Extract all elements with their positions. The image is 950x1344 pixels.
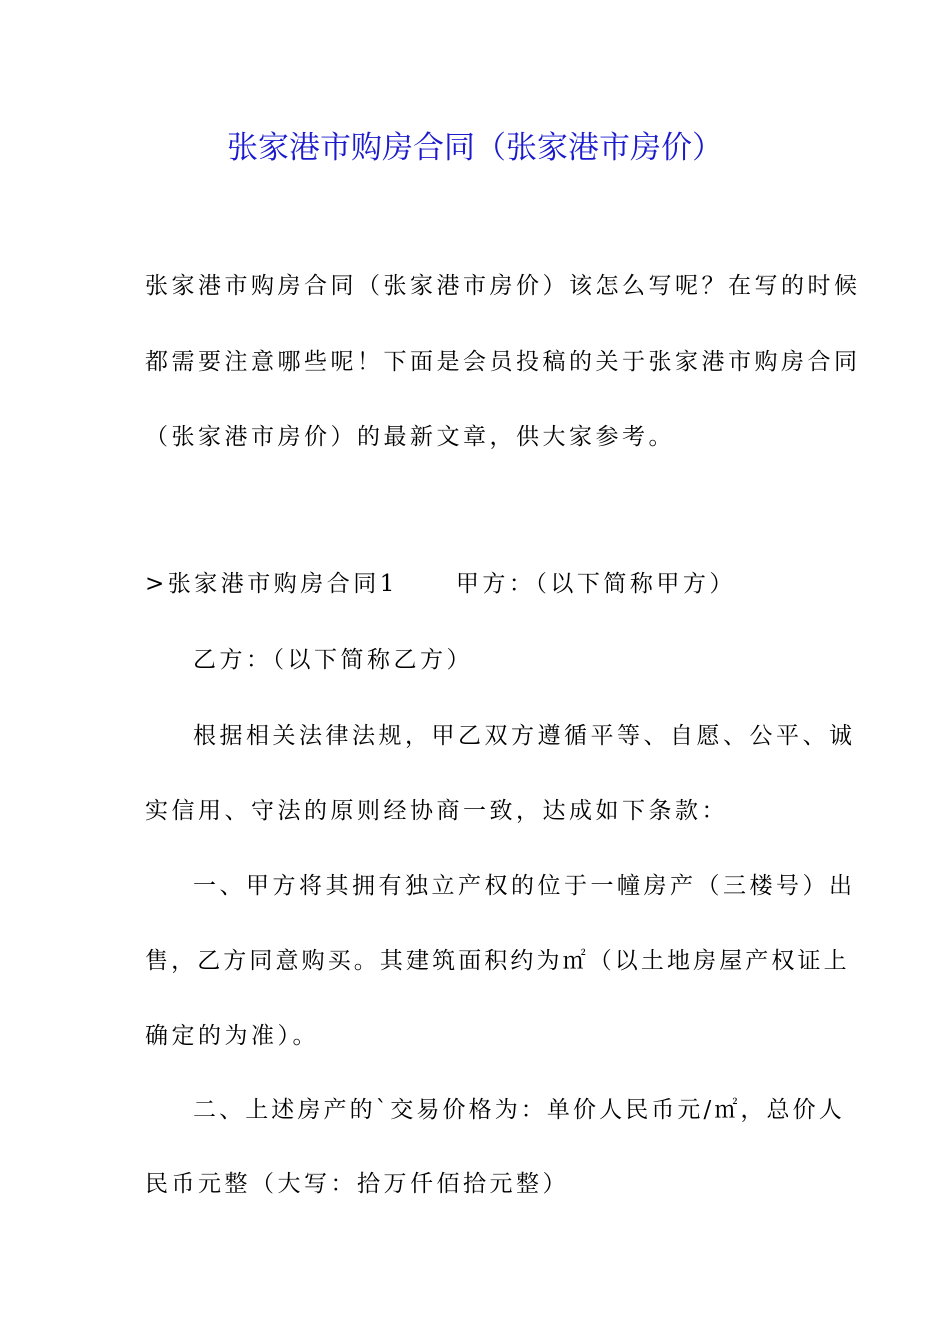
clause-2-line-2: 民币元整（大写：拾万仟佰拾元整） <box>145 1171 569 1197</box>
clause-1-line-2: 售，乙方同意购买。其建筑面积约为㎡（以土地房屋产权证上 <box>145 948 850 974</box>
basis-line-1: 根据相关法律法规，甲乙双方遵循平等、自愿、公平、诚 <box>193 723 856 749</box>
party-a: 甲方：（以下简称甲方） <box>455 571 736 597</box>
intro-line-3: （张家港市房价）的最新文章，供大家参考。 <box>145 424 675 450</box>
intro-line-2: 都需要注意哪些呢！下面是会员投稿的关于张家港市购房合同 <box>145 349 861 375</box>
document-title: 张家港市购房合同（张家港市房价） <box>227 130 723 166</box>
party-b: 乙方：（以下简称乙方） <box>193 647 473 673</box>
section-heading: >张家港市购房合同1 <box>145 571 398 597</box>
clause-1-line-1: 一、甲方将其拥有独立产权的位于一幢房产（三楼号）出 <box>193 873 856 899</box>
clause-1-line-3: 确定的为准）。 <box>145 1023 319 1049</box>
basis-line-2: 实信用、守法的原则经协商一致，达成如下条款： <box>145 798 728 824</box>
intro-line-1: 张家港市购房合同（张家港市房价）该怎么写呢？在写的时候 <box>145 273 861 299</box>
section-heading-line <box>145 568 736 600</box>
clause-2-line-1: 二、上述房产的`交易价格为：单价人民币元/㎡，总价人 <box>193 1097 845 1123</box>
